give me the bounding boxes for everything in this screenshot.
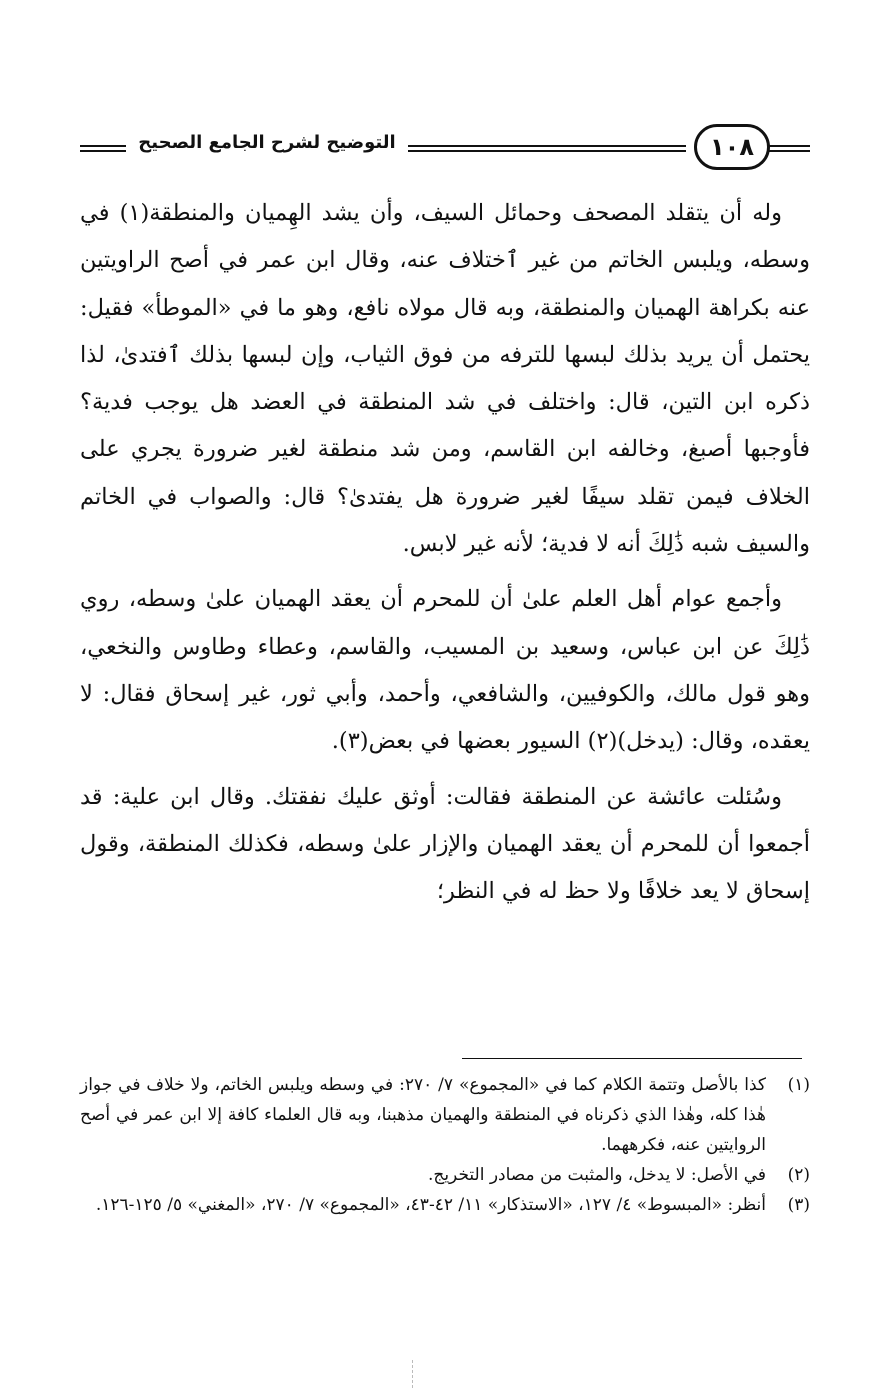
paragraph-1: وله أن يتقلد المصحف وحمائل السيف، وأن يشد الهِميان والمنطقة(١) في وسطه، ويلبس الخاتم من غير ٱختلاف عنه، وقال ابن عمر في أصح الراويتين عنه بكراهة الهميان والمنطقة، وبه قال مولاه نافع، وهو ما في «الموطأ» فقيل: يحتمل أن يريد بذلك لبسها للترفه من فوق الثياب، وإن لبسها بذلك ٱفتدىٰ، لذا ذكره ابن التين، قال: واختلف في شد المنطقة في العضد هل يوجب فدية؟ فأوجبها أصبغ، وخالفه ابن القاسم، ومن شد منطقة لغير ضرورة يجري على الخلاف فيمن تقلد سيفًا لغير ضرورة هل يفتدىٰ؟ قال: والصواب في الخاتم والسيف شبه ذَٰلِكَ أنه لا فدية؛ لأنه غير لابس. [80, 200, 810, 558]
page-number: ١٠٨ [694, 124, 770, 170]
footnote-text: في الأصل: لا يدخل، والمثبت من مصادر التخريج. [427, 1165, 766, 1185]
footnote-separator [462, 1058, 802, 1059]
footnote-2 [80, 1160, 810, 1190]
footnotes [80, 1070, 810, 1220]
footnote-number: (٢) [787, 1165, 810, 1185]
footnote-number: (١) [787, 1075, 810, 1095]
footnote-3 [80, 1190, 810, 1220]
header-rule-left [80, 145, 126, 152]
running-header [80, 118, 810, 176]
paragraph-2: وأجمع عوام أهل العلم علىٰ أن للمحرم أن يعقد الهميان علىٰ وسطه، روي ذَٰلِكَ عن ابن عباس، وسعيد بن المسيب، والقاسم، وعطاء وطاوس والنخعي، وهو قول مالك، والكوفيين، والشافعي، وأحمد، وأبي ثور، غير إسحاق فقال: لا يعقده، وقال: (يدخل)(٢) السيور بعضها في بعض(٣). [80, 586, 810, 755]
main-text [80, 190, 810, 923]
footnote-number: (٣) [787, 1195, 810, 1215]
paragraph-3: وسُئلت عائشة عن المنطقة فقالت: أوثق عليك نفقتك. وقال ابن علية: قد أجمعوا أن للمحرم أن يعقد الهميان والإزار علىٰ وسطه، فكذلك المنطقة، وقول إسحاق لا يعد خلافًا ولا حظ له في النظر؛ [80, 783, 810, 905]
book-title: التوضيح لشرح الجامع الصحيح [138, 132, 396, 153]
footnote-text: كذا بالأصل وتتمة الكلام كما في «المجموع» ٧/ ٢٧٠: في وسطه ويلبس الخاتم، ولا خلاف في جواز هٰذا كله، وهٰذا الذي ذكرناه في المنطقة والهميان مذهبنا، وبه قال العلماء كافة إلا ابن عمر في أصح الروايتين عنه، فكرههما. [80, 1075, 766, 1155]
footnote-text: أنظر: «المبسوط» ٤/ ١٢٧، «الاستذكار» ١١/ ٤٢-٤٣، «المجموع» ٧/ ٢٧٠، «المغني» ٥/ ١٢٥-١٢٦. [95, 1195, 766, 1215]
scan-mark [412, 1360, 415, 1388]
header-rule-middle [408, 145, 686, 152]
footnote-1 [80, 1070, 810, 1160]
header-rule-right [768, 145, 810, 152]
